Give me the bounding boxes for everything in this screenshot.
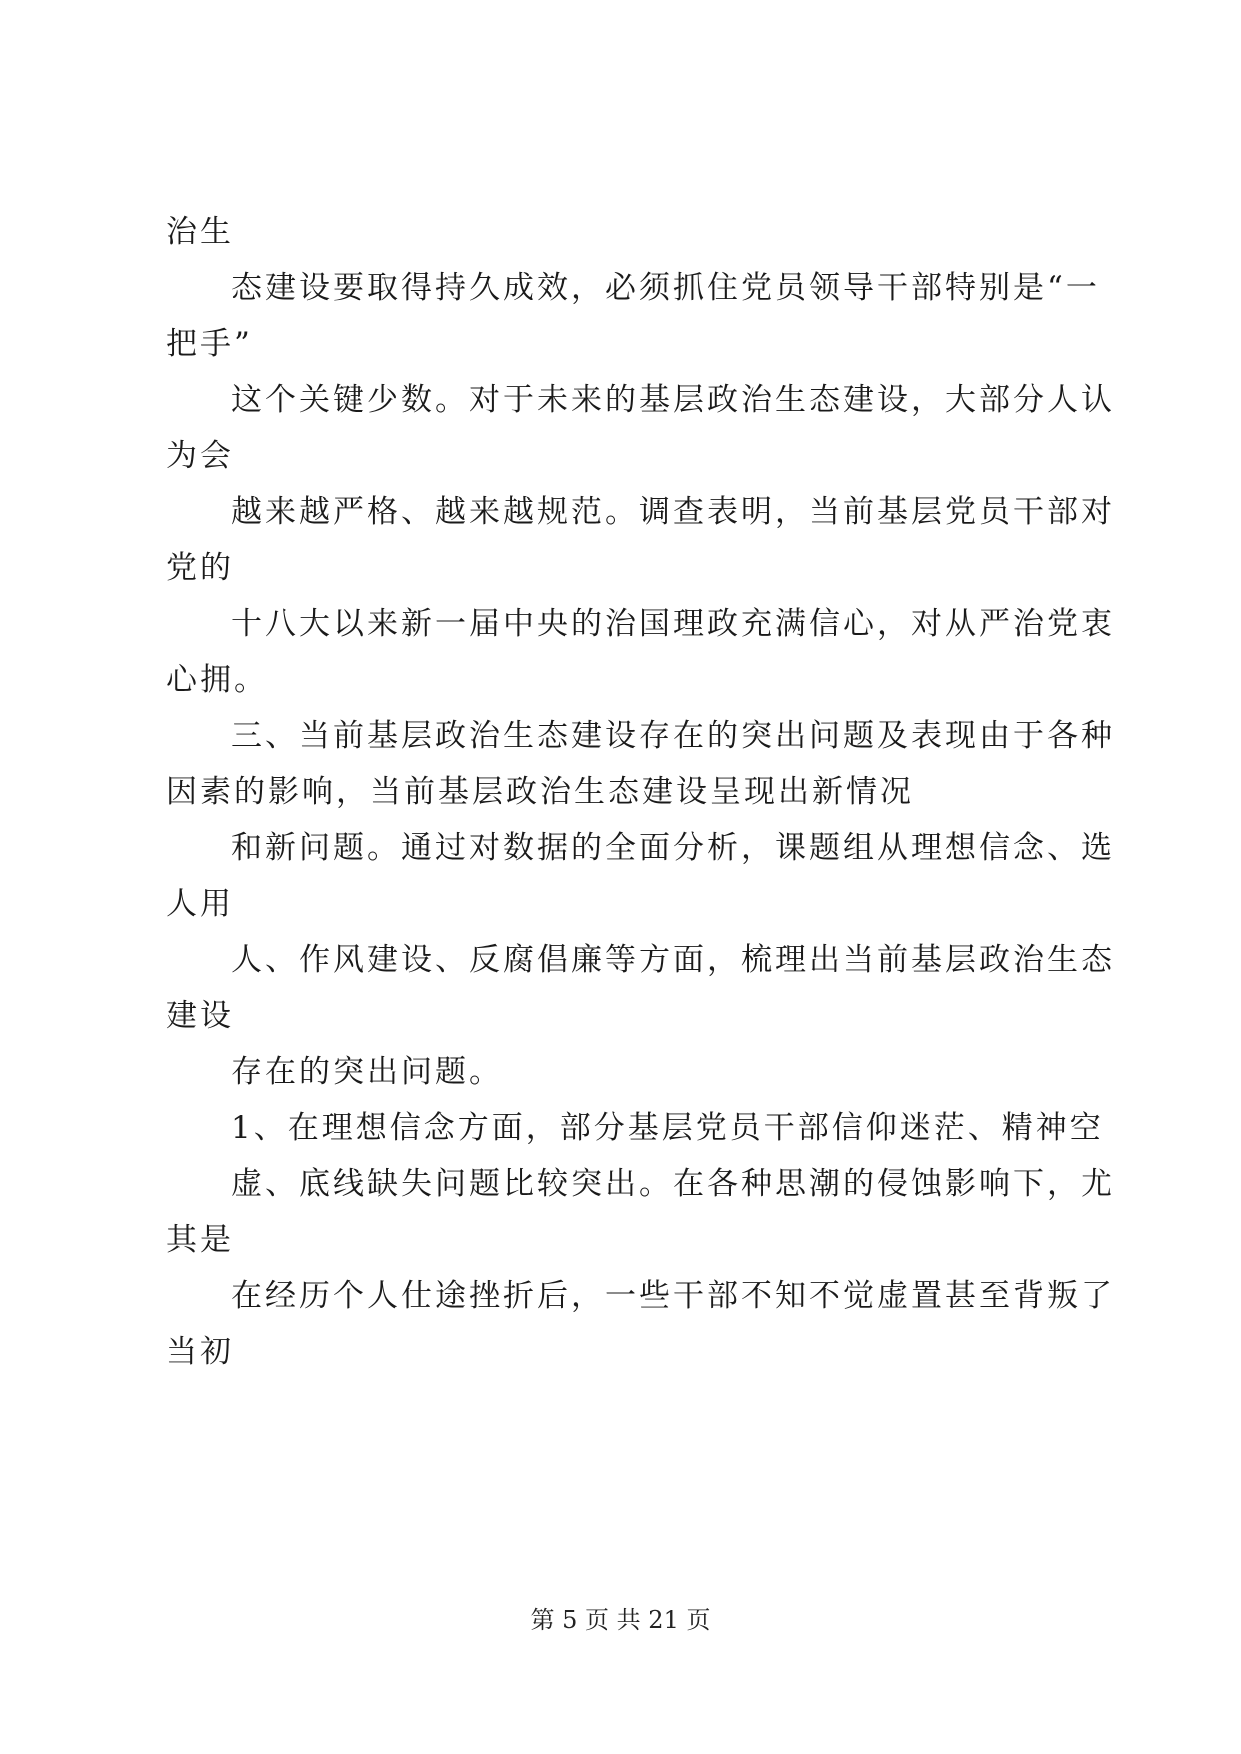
text-line: 治生 xyxy=(166,214,234,250)
text-line: 这个关键少数。对于未来的基层政治生态建设，大部分人认 xyxy=(231,382,1115,418)
text-line: 和新问题。通过对数据的全面分析，课题组从理想信念、选 xyxy=(231,830,1115,866)
text-line: 虚、底线缺失问题比较突出。在各种思潮的侵蚀影响下，尤 xyxy=(231,1166,1115,1202)
text-line: 三、当前基层政治生态建设存在的突出问题及表现由于各种 xyxy=(231,718,1115,754)
text-line: 建设 xyxy=(166,998,234,1034)
text-line: 人、作风建设、反腐倡廉等方面，梳理出当前基层政治生态 xyxy=(231,942,1115,978)
text-line: 把手” xyxy=(166,326,253,362)
text-line: 为会 xyxy=(166,438,234,474)
text-line: 存在的突出问题。 xyxy=(231,1054,503,1090)
text-line: 1、在理想信念方面，部分基层党员干部信仰迷茫、精神空 xyxy=(231,1110,1104,1146)
text-line: 人用 xyxy=(166,886,234,922)
text-line: 十八大以来新一届中央的治国理政充满信心，对从严治党衷 xyxy=(231,606,1115,642)
text-line: 因素的影响，当前基层政治生态建设呈现出新情况 xyxy=(166,774,914,810)
text-line: 其是 xyxy=(166,1222,234,1258)
text-line: 心拥。 xyxy=(166,662,268,698)
text-line: 态建设要取得持久成效，必须抓住党员领导干部特别是“一 xyxy=(231,270,1100,306)
text-line: 越来越严格、越来越规范。调查表明，当前基层党员干部对 xyxy=(231,494,1115,530)
text-line: 当初 xyxy=(166,1334,234,1370)
text-line: 在经历个人仕途挫折后，一些干部不知不觉虚置甚至背叛了 xyxy=(231,1278,1115,1314)
text-line: 党的 xyxy=(166,550,234,586)
page-number-footer: 第 5 页 共 21 页 xyxy=(530,1606,711,1634)
